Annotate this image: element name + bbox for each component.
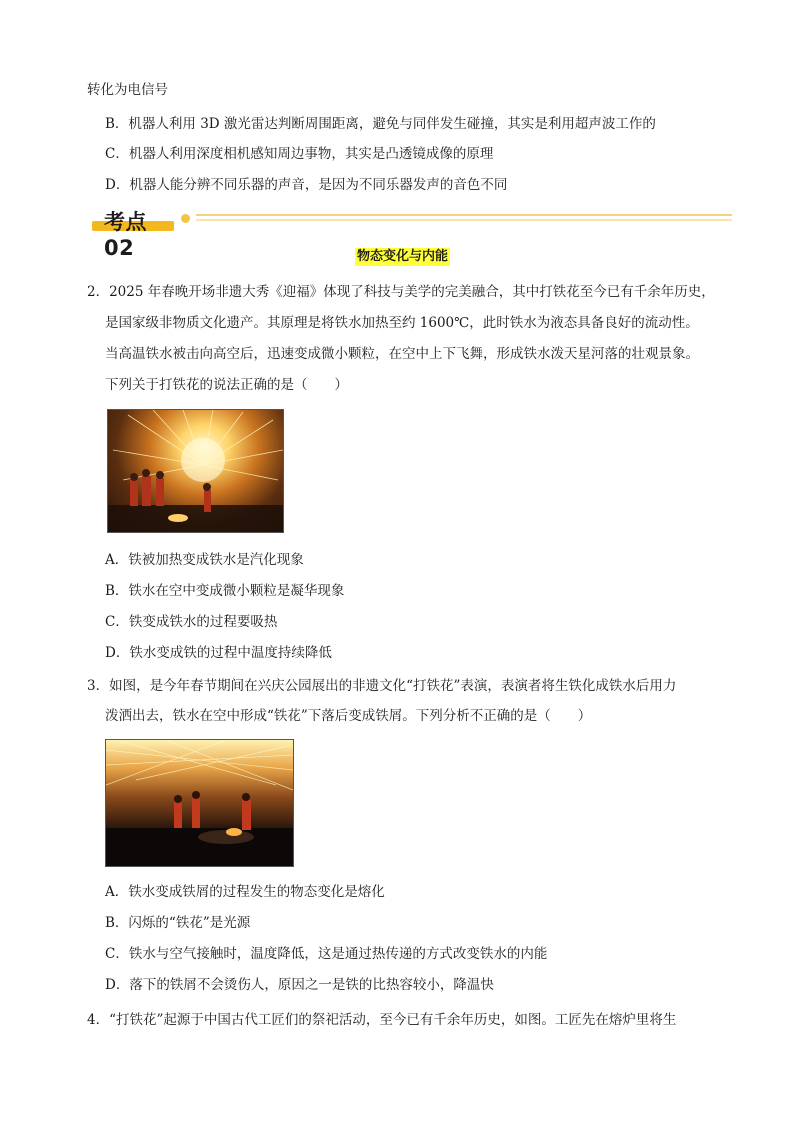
q3-stem-line-2: 泼洒出去，铁水在空中形成“铁花”下落后变成铁屑。下列分析不正确的是（ ）	[105, 708, 592, 724]
q1-option-c: C．机器人利用深度相机感知周边事物，其实是凸透镜成像的原理	[105, 146, 494, 162]
q1-option-b: B．机器人利用 3D 激光雷达判断周围距离，避免与同伴发生碰撞，其实是利用超声波工作的	[105, 116, 656, 132]
q2-stem-line-3: 当高温铁水被击向高空后，迅速变成微小颗粒，在空中上下飞舞，形成铁水泼天星河落的壮观景象。	[105, 346, 699, 362]
q2-option-c: C．铁变成铁水的过程要吸热	[105, 614, 278, 630]
section-badge	[92, 206, 176, 260]
iron-flower-photo-2	[105, 739, 294, 867]
q3-stem-line-1: 3．如图，是今年春节期间在兴庆公园展出的非遗文化“打铁花”表演，表演者将生铁化成铁水后用力	[87, 678, 677, 694]
q3-option-a: A．铁水变成铁屑的过程发生的物态变化是熔化	[105, 884, 385, 900]
q1-option-d: D．机器人能分辨不同乐器的声音，是因为不同乐器发声的音色不同	[105, 177, 508, 193]
q2-stem-line-1: 2．2025 年春晚开场非遗大秀《迎福》体现了科技与美学的完美融合，其中打铁花至今已有千余年历史，	[87, 284, 715, 300]
q3-option-c: C．铁水与空气接触时，温度降低，这是通过热传递的方式改变铁水的内能	[105, 946, 548, 962]
continued-text: 转化为电信号	[87, 82, 168, 98]
badge-label: 考点02	[104, 210, 147, 260]
divider-dot	[181, 214, 190, 223]
q2-option-b: B．铁水在空中变成微小颗粒是凝华现象	[105, 583, 345, 599]
iron-flower-photo-1	[107, 409, 284, 533]
q2-stem-line-4: 下列关于打铁花的说法正确的是（ ）	[105, 377, 348, 393]
q3-option-b: B．闪烁的“铁花”是光源	[105, 915, 251, 931]
q2-option-a: A．铁被加热变成铁水是汽化现象	[105, 552, 304, 568]
section-divider-top	[196, 214, 732, 216]
q2-option-d: D．铁水变成铁的过程中温度持续降低	[105, 645, 332, 661]
section-divider-bottom	[196, 219, 732, 221]
section-title: 物态变化与内能	[357, 249, 449, 264]
q2-stem-line-2: 是国家级非物质文化遗产。其原理是将铁水加热至约 1600℃，此时铁水为液态具备良好的流动性。	[105, 315, 699, 331]
q4-stem-line-1: 4．“打铁花”起源于中国古代工匠们的祭祀活动，至今已有千余年历史，如图。工匠先在熔炉里将生	[87, 1012, 677, 1028]
q3-option-d: D．落下的铁屑不会烫伤人，原因之一是铁的比热容较小，降温快	[105, 977, 494, 993]
